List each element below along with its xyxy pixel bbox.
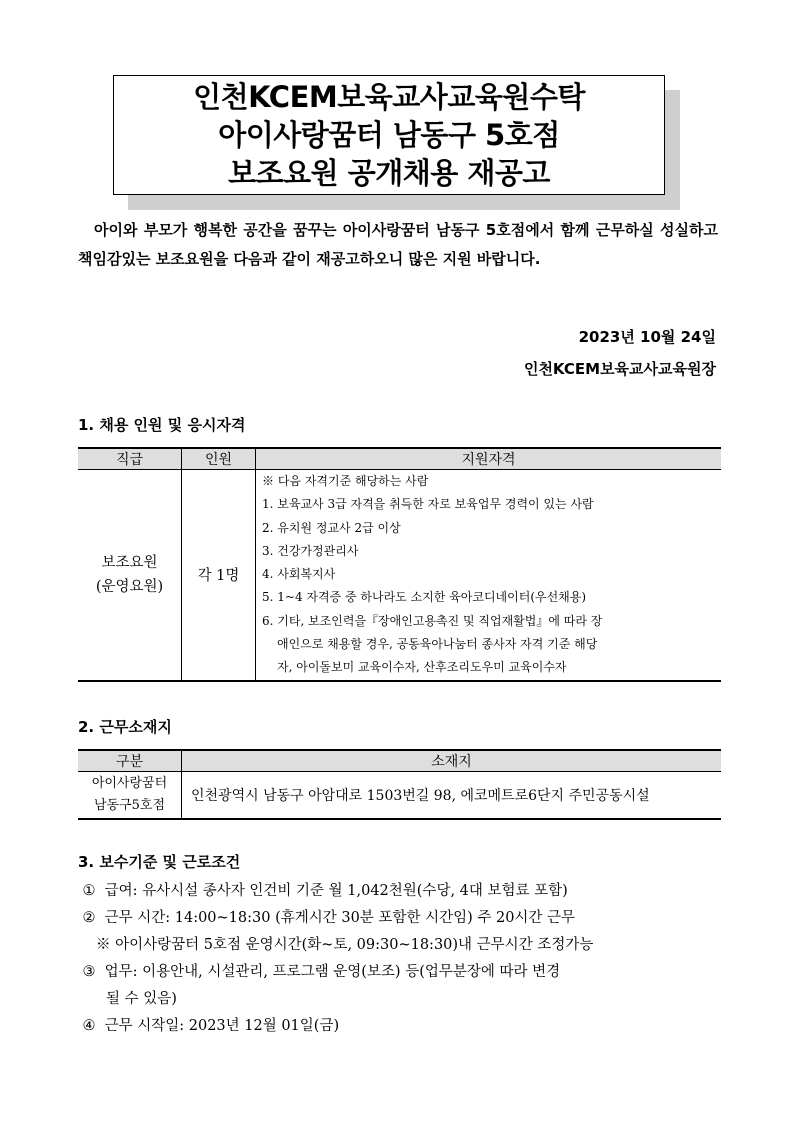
section-1-title: 1. 채용 인원 및 응시자격 [78, 416, 246, 434]
item-text: 급여: 유사시설 종사자 인건비 기준 월 1,042천원(수당, 4대 보험료 포함) [104, 883, 568, 899]
header-qualification: 지원자격 [256, 448, 722, 470]
item-text: 근무 시간: 14:00~18:30 (휴게시간 30분 포함한 시간임) 주 20시간 근무 [104, 910, 576, 926]
item-text: ※ 아이사랑꿈터 5호점 운영시간(화~토, 09:30~18:30)내 근무시간 조정가능 [96, 937, 594, 953]
position-subname: (운영요원) [95, 578, 164, 595]
header-rank: 직급 [78, 448, 182, 470]
qualification-cell [256, 470, 722, 681]
position-name: 보조요원 [101, 554, 158, 571]
list-item-continuation [78, 986, 728, 1013]
table-row [78, 772, 721, 820]
list-item [78, 905, 728, 932]
item-marker: ④ [82, 1018, 96, 1034]
title-block [113, 75, 665, 195]
title-line-1: 인천KCEM보육교사교육원수탁 [193, 80, 585, 114]
list-item: 4. 사회복지사 [262, 567, 336, 582]
section-2-title: 2. 근무소재지 [78, 718, 172, 736]
list-item: 3. 건강가정관리사 [262, 543, 359, 558]
list-item: 2. 유치원 정교사 2급 이상 [262, 520, 401, 535]
working-conditions [78, 878, 728, 1040]
recruitment-table [78, 447, 721, 682]
table-header-row [78, 448, 721, 470]
table-row [78, 470, 721, 681]
item-text: 될 수 있음) [106, 991, 177, 1007]
section-3-title: 3. 보수기준 및 근로조건 [78, 853, 241, 871]
issuing-organization: 인천KCEM보육교사교육원장 [523, 360, 716, 378]
list-item: 애인으로 채용할 경우, 공동육아나눔터 종사자 자격 기준 해당 [277, 637, 598, 652]
header-count: 인원 [182, 448, 256, 470]
place-branch: 남동구5호점 [93, 798, 166, 813]
item-text: 업무: 이용안내, 시설관리, 프로그램 운영(보조) 등(업무분장에 따라 변경 [104, 964, 561, 980]
header-category: 구분 [78, 750, 182, 772]
place-name: 아이사랑꿈터 [91, 776, 168, 791]
list-item-note [78, 932, 728, 959]
title-line-3: 보조요원 공개채용 재공고 [228, 156, 550, 190]
place-cell [78, 772, 182, 820]
address-cell: 인천광역시 남동구 아암대로 1503번길 98, 에코메트로6단지 주민공동시설 [182, 772, 722, 820]
header-location: 소재지 [182, 750, 722, 772]
intro-paragraph: 아이와 부모가 행복한 공간을 꿈꾸는 아이사랑꿈터 남동구 5호점에서 함께 근무하실 성실하고 책임감있는 보조요원을 다음과 같이 재공고하오니 많은 지원 바랍니다. [78, 221, 718, 268]
position-cell [78, 470, 182, 681]
list-item [78, 959, 728, 986]
title-box [113, 75, 665, 195]
item-marker: ① [82, 883, 96, 899]
qualification-list [256, 470, 721, 680]
list-item: 1. 보육교사 3급 자격을 취득한 자로 보육업무 경력이 있는 사람 [262, 497, 594, 512]
list-item: 6. 기타, 보조인력을『장애인고용촉진 및 직업재활법』에 따라 장 [262, 613, 603, 628]
list-item: 자, 아이돌보미 교육이수자, 산후조리도우미 교육이수자 [277, 660, 567, 675]
list-item: ※ 다음 자격기준 해당하는 사람 [262, 474, 429, 488]
item-marker: ③ [82, 964, 96, 980]
list-item [78, 1013, 728, 1040]
list-item: 5. 1~4 자격증 중 하나라도 소지한 육아코디네이터(우선채용) [262, 590, 587, 605]
table-header-row [78, 750, 721, 772]
list-item [78, 878, 728, 905]
title-line-2: 아이사랑꿈터 남동구 5호점 [218, 118, 560, 152]
count-cell: 각 1명 [182, 470, 256, 681]
item-marker: ② [82, 910, 96, 926]
location-table [78, 749, 721, 820]
announcement-date: 2023년 10월 24일 [578, 328, 716, 346]
item-text: 근무 시작일: 2023년 12월 01일(금) [104, 1018, 340, 1034]
